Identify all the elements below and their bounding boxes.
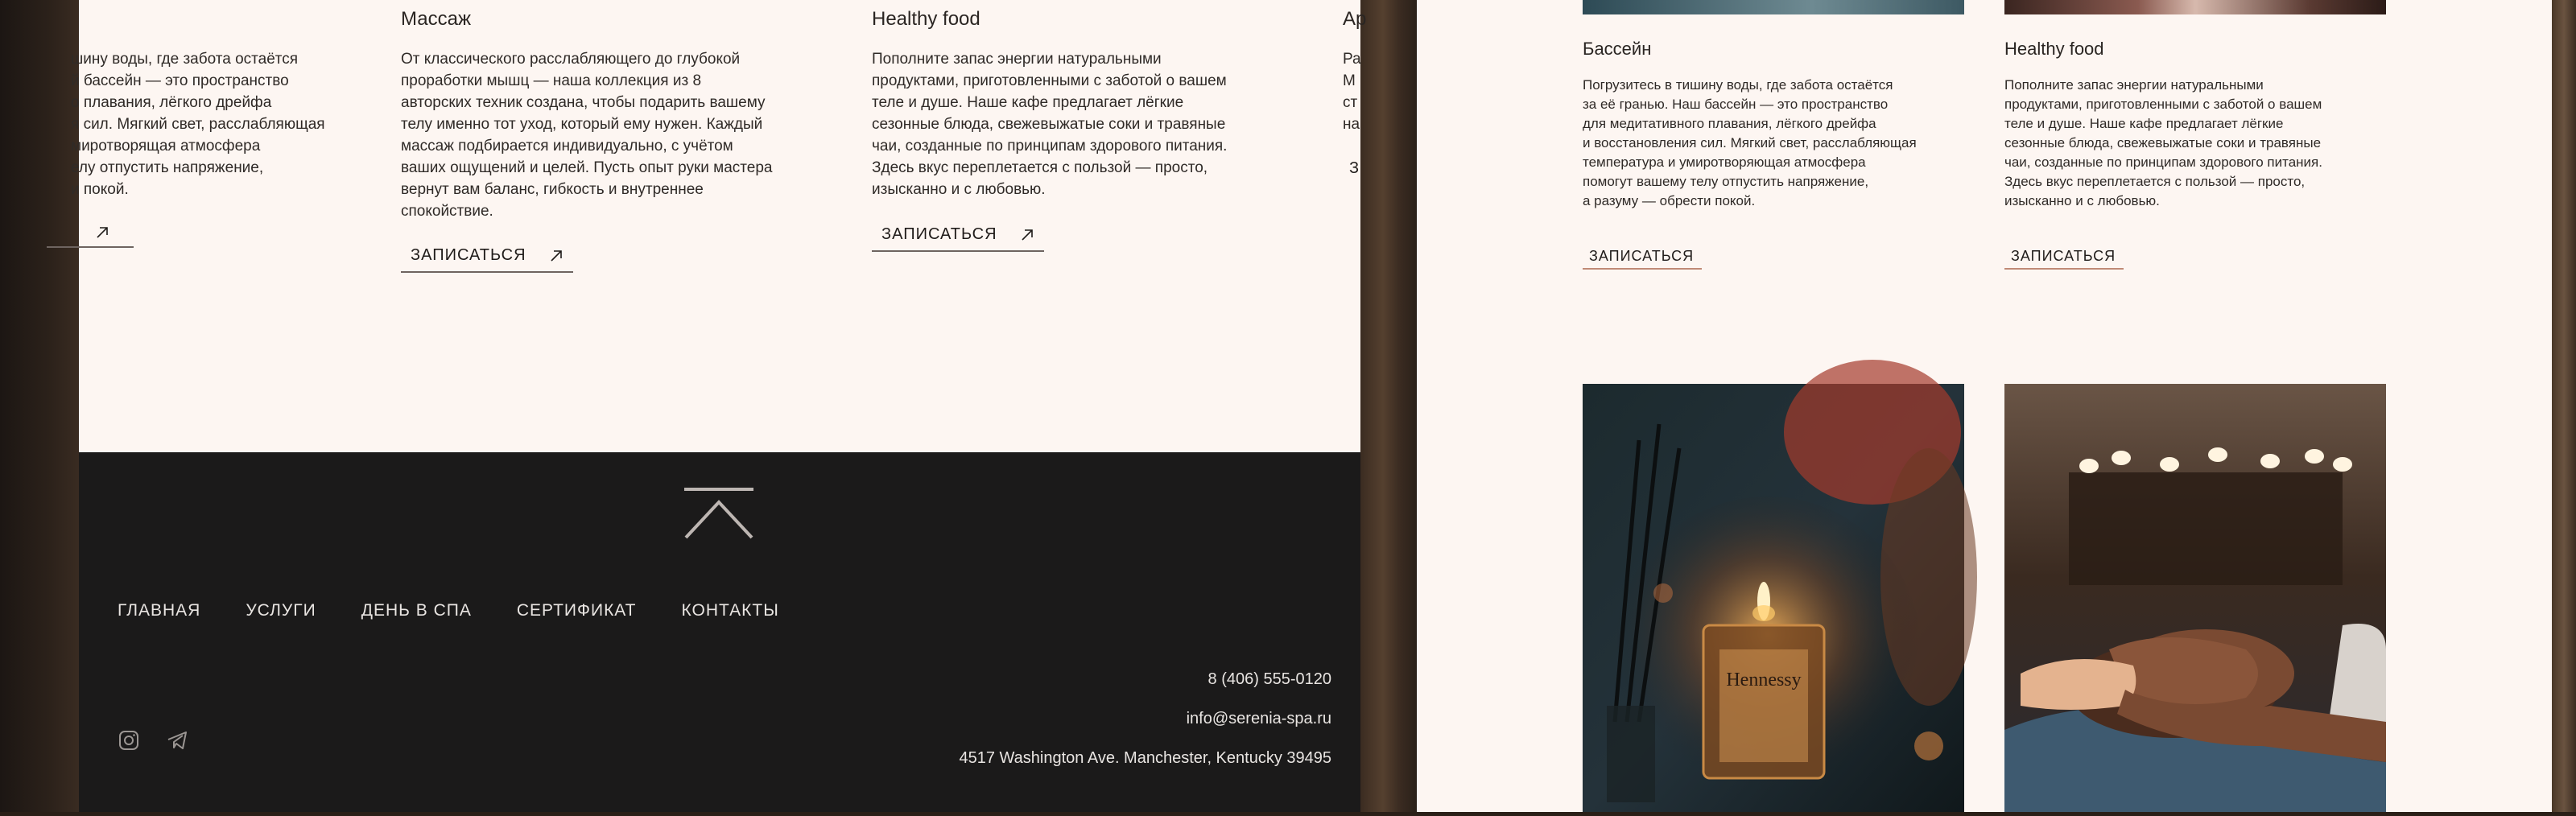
footer-nav-spa-day[interactable]: ДЕНЬ В СПА [361,601,472,620]
book-button[interactable] [872,225,1044,252]
background-right [2552,0,2576,812]
service-card-pool [1583,0,1964,290]
service-card-healthy-food [2004,0,2386,290]
telegram-icon[interactable] [166,729,188,752]
footer-email[interactable]: info@serenia-spa.ru [1186,710,1331,727]
service-card-image [1583,0,1964,14]
footer-socials [118,729,188,752]
footer-address: 4517 Washington Ave. Manchester, Kentucky 39495 [959,749,1331,767]
service-card-text: Ра М ст на [1343,51,1361,133]
background-middle [1360,0,1417,812]
service-card-text: шину воды, где забота остаётся й бассейн — это пространство о плавания, лёгкого дрейфа я сил. Мягкий свет, расслабляющая миротворящая атмосфера елу отпустить напряжение, и покой. [71,51,325,198]
background-left [0,0,80,812]
service-card-text: Погрузитесь в тишину воды, где забота остаётся за её гранью. Наш бассейн — это пространство для медитативного плавания, лёгкого дрейфа и восстановления сил. Мягкий свет, расслабляющая температура и умиротворяющая атмосфера помогут вашему телу отпустить напряжение, а разуму — обрести покой. [1583,77,1917,208]
footer-nav [118,601,779,620]
service-card-title: Ар [1343,8,1367,30]
footer-nav-home[interactable]: ГЛАВНАЯ [118,601,201,620]
service-card-title: Массаж [401,8,472,30]
book-button[interactable] [1343,159,1363,184]
instagram-icon[interactable] [118,729,140,752]
footer-contacts [959,660,1331,778]
book-button[interactable]: ЗАПИСАТЬСЯ [1583,248,1702,270]
footer-phone[interactable]: 8 (406) 555-0120 [1208,670,1331,688]
footer-nav-services[interactable]: УСЛУГИ [246,601,316,620]
service-card-text: От классического расслабляющего до глубокой проработки мышц — наша коллекция из 8 авторских техник создана, чтобы подарить вашему телу именно тот уход, который ему нужен. Каждый массаж подбирается индивидуально, с учётом ваших ощущений и целей. Пусть опыт руки мастера вернут вам баланс, гибкость и внутреннее спокойствие. [401,51,773,220]
service-card-text: Пополните запас энергии натуральными продуктами, приготовленными с заботой о вашем теле и душе. Наше кафе предлагает лёгкие сезонные блюда, свежевыжатые соки и травяные чаи, созданные по принципам здорового питания. Здесь вкус переплетается с пользой — просто, изысканно и с любовью. [872,51,1228,198]
service-card-image [2004,0,2386,14]
book-button[interactable] [401,246,573,273]
arrow-up-right-icon [1020,228,1034,242]
candle-label: Hennessy [1726,670,1802,690]
services-page-right [1417,0,2552,812]
footer-nav-certificate[interactable]: СЕРТИФИКАТ [516,601,637,620]
arrow-up-right-icon [95,225,109,240]
book-button[interactable] [47,225,134,248]
arrow-up-right-icon [549,249,564,263]
service-card-title: Healthy food [2004,39,2104,59]
service-card-text: Пополните запас энергии натуральными продуктами, приготовленными с заботой о вашем теле и душе. Наше кафе предлагает лёгкие сезонные блюда, свежевыжатые соки и травяные чаи, созданные по принципам здорового питания. Здесь вкус переплетается с пользой — просто, изысканно и с любовью. [2004,77,2322,208]
footer-nav-contacts[interactable]: КОНТАКТЫ [681,601,779,620]
book-button-label: ЗАПИСАТЬСЯ [411,246,526,264]
book-button[interactable]: ЗАПИСАТЬСЯ [2004,248,2124,270]
book-button-label: ЗАПИСАТЬСЯ [881,225,997,243]
aroma-candle-photo [1583,384,1964,812]
logo-icon[interactable] [683,488,755,539]
services-page-left [71,0,1367,812]
footer [79,452,1360,812]
service-card-title: Healthy food [872,8,980,30]
book-button-label: З [1349,159,1360,177]
service-card-title: Бассейн [1583,39,1652,59]
face-massage-photo [2004,384,2386,812]
